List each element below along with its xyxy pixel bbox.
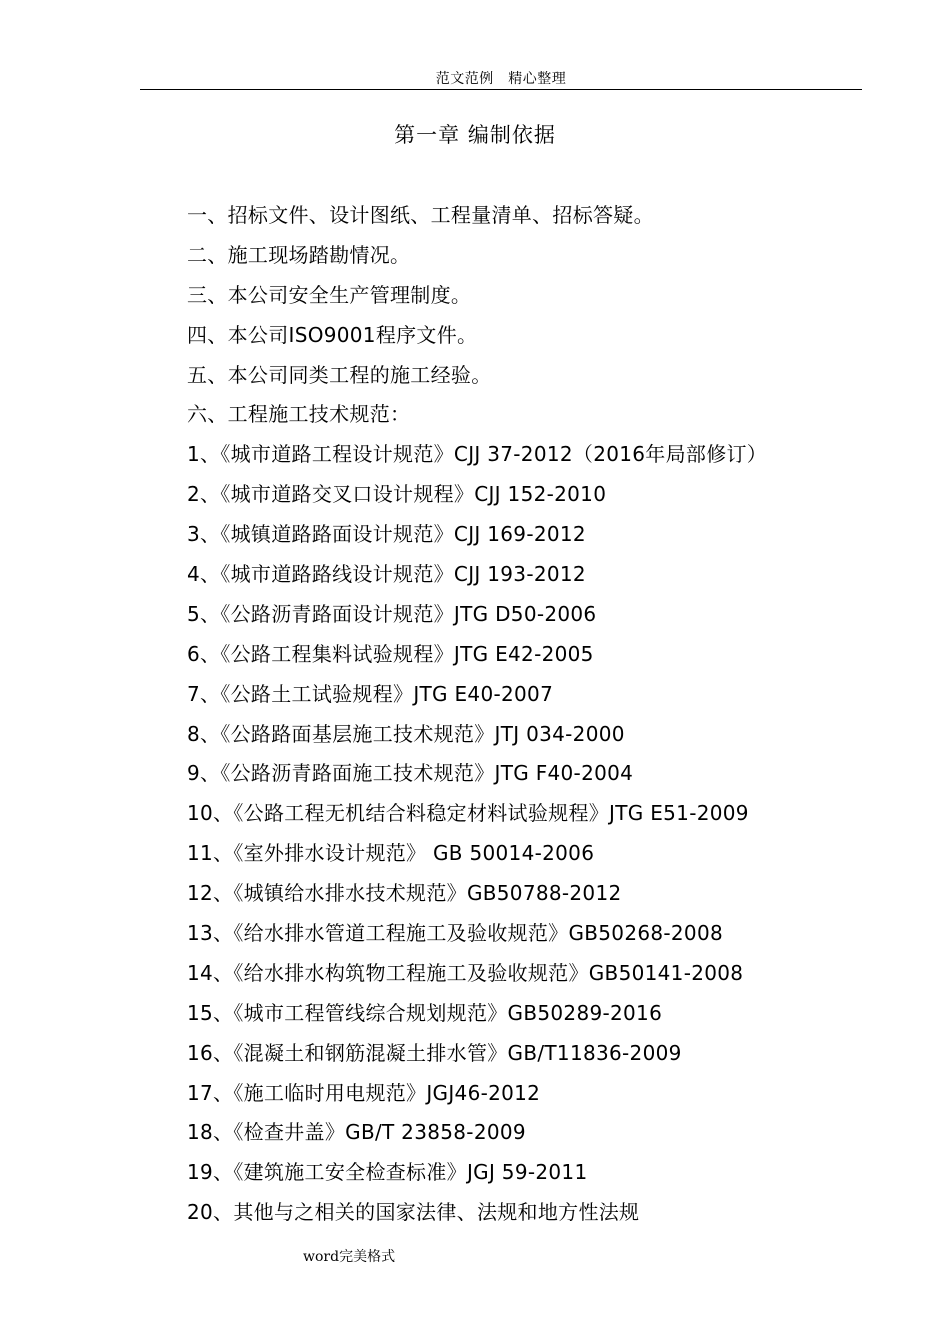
list-item: 2、《城市道路交叉口设计规程》CJJ 152-2010	[187, 482, 607, 507]
list-item: 14、《给水排水构筑物工程施工及验收规范》GB50141-2008	[187, 960, 744, 985]
list-item: 三、本公司安全生产管理制度。	[187, 282, 472, 307]
list-item: 11、《室外排水设计规范》 GB 50014-2006	[187, 841, 595, 866]
list-item: 12、《城镇给水排水技术规范》GB50788-2012	[187, 881, 622, 906]
list-item: 15、《城市工程管线综合规划规范》GB50289-2016	[187, 1000, 663, 1025]
list-item: 16、《混凝土和钢筋混凝土排水管》GB/T11836-2009	[187, 1040, 682, 1065]
chapter-title: 第一章 编制依据	[394, 123, 556, 147]
basis-list	[187, 196, 907, 1233]
page-header: 范文范例 精心整理	[435, 71, 567, 87]
list-item: 5、《公路沥青路面设计规范》JTG D50-2006	[187, 601, 597, 626]
list-item: 19、《建筑施工安全检查标准》JGJ 59-2011	[187, 1160, 588, 1185]
list-item: 9、《公路沥青路面施工技术规范》JTG F40-2004	[187, 761, 634, 786]
list-item: 一、招标文件、设计图纸、工程量清单、招标答疑。	[187, 203, 654, 227]
list-item: 6、《公路工程集料试验规程》JTG E42-2005	[187, 641, 594, 666]
list-item: 13、《给水排水管道工程施工及验收规范》GB50268-2008	[187, 921, 724, 946]
list-item: 4、《城市道路路线设计规范》CJJ 193-2012	[187, 562, 586, 587]
list-item: 四、本公司ISO9001程序文件。	[187, 322, 478, 347]
list-item: 17、《施工临时用电规范》JGJ46-2012	[187, 1080, 541, 1105]
list-item: 五、本公司同类工程的施工经验。	[187, 362, 492, 387]
list-item: 18、《检查井盖》GB/T 23858-2009	[187, 1120, 526, 1145]
list-item: 二、施工现场踏勘情况。	[187, 242, 411, 267]
list-item: 8、《公路路面基层施工技术规范》JTJ 034-2000	[187, 721, 625, 746]
page-footer: word完美格式	[303, 1249, 396, 1265]
list-item: 10、《公路工程无机结合料稳定材料试验规程》JTG E51-2009	[187, 801, 749, 826]
list-item: 六、工程施工技术规范：	[187, 402, 411, 427]
header-rule	[140, 89, 862, 90]
list-item: 20、其他与之相关的国家法律、法规和地方性法规	[187, 1200, 640, 1225]
list-item: 3、《城镇道路路面设计规范》CJJ 169-2012	[187, 522, 586, 547]
list-item: 1、《城市道路工程设计规范》CJJ 37-2012（2016年局部修订）	[187, 442, 768, 467]
list-item: 7、《公路土工试验规程》JTG E40-2007	[187, 681, 554, 706]
